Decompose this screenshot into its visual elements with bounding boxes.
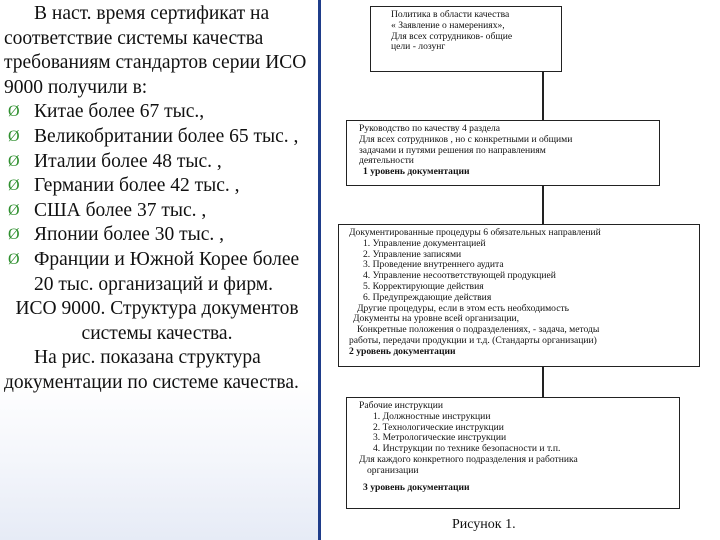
list-item: Ø Германии более 42 тыс. ,	[4, 174, 310, 199]
country-list	[4, 100, 310, 297]
level-label: 3 уровень документации	[363, 481, 470, 493]
arrow-bullet-icon: Ø	[8, 177, 20, 195]
box-line: цели - лозунг	[391, 41, 446, 53]
box-line: 4. Управление несоответствующей продукцией	[363, 270, 556, 282]
box-line: деятельности	[359, 155, 414, 167]
box-line: работы, передачи продукции и т.д. (Стандарты организации)	[349, 334, 597, 346]
box-line: 2. Технологические инструкции	[373, 421, 504, 433]
vertical-divider	[318, 0, 321, 540]
list-item: Ø Италии более 48 тыс. ,	[4, 150, 310, 175]
box-line: « Заявление о намерениях»,	[391, 19, 505, 31]
box-title: Рабочие инструкции	[359, 400, 444, 411]
box-line: 2. Управление записями	[363, 248, 462, 260]
list-item: Ø Франции и Южной Корее более 20 тыс. организаций и фирм.	[8, 248, 300, 295]
box-title: Документированные процедуры 6 обязательных направлений	[349, 227, 601, 238]
box-line: 4. Инструкции по технике безопасности и т.п.	[373, 443, 561, 455]
box-line: 6. Предупреждающие действия	[363, 291, 492, 303]
list-item: Ø США более 37 тыс. ,	[4, 199, 310, 224]
connector-line	[542, 367, 544, 397]
level-label: 2 уровень документации	[349, 345, 456, 357]
box-line: Политика в области качества	[391, 9, 510, 20]
box-line: Для каждого конкретного подразделения и работника	[359, 453, 578, 465]
box-line: 3. Проведение внутреннего аудита	[363, 259, 504, 271]
list-item: Ø Китае более 67 тыс.,	[4, 100, 310, 125]
procedures-box	[338, 224, 700, 367]
box-line: организации	[367, 464, 419, 476]
arrow-bullet-icon: Ø	[8, 201, 20, 219]
box-line: Документы на уровне всей организации,	[353, 313, 520, 325]
box-line: задачами и путями решения по направлениям	[359, 144, 546, 156]
box-line: 5. Корректирующие действия	[363, 280, 484, 292]
level-label: 1 уровень документации	[363, 166, 470, 178]
box-line: Для всех сотрудников- общие	[391, 30, 513, 42]
connector-line	[542, 186, 544, 224]
list-item: Ø Великобритании более 65 тыс. ,	[4, 125, 310, 150]
figure-caption: Рисунок 1.	[452, 517, 516, 532]
instructions-box	[346, 397, 680, 509]
box-line: 3. Метрологические инструкции	[373, 432, 507, 444]
box-line: Для всех сотрудников , но с конкретными и общими	[359, 133, 573, 145]
outro-paragraph: На рис. показана структура документации по системе качества.	[4, 347, 299, 393]
policy-box	[370, 6, 562, 72]
arrow-bullet-icon: Ø	[8, 250, 20, 268]
box-line: 1. Управление документацией	[363, 237, 486, 249]
intro-paragraph: В наст. время сертификат на соответствие системы качества требованиям стандартов серии ИСО 9000 получили в:	[4, 3, 307, 98]
box-line: Руководство по качеству 4 раздела	[359, 123, 501, 134]
box-line: Конкретные положения о подразделениях, - задача, методы	[357, 324, 600, 336]
left-text-block	[4, 2, 310, 396]
box-line: 1. Должностные инструкции	[373, 410, 491, 422]
connector-line	[542, 72, 544, 120]
list-item: Ø Японии более 30 тыс. ,	[4, 223, 310, 248]
section-heading: ИСО 9000. Структура документов системы качества.	[15, 298, 299, 344]
arrow-bullet-icon: Ø	[8, 152, 20, 170]
manual-box	[346, 120, 660, 186]
box-line: Другие процедуры, если в этом есть необходимость	[357, 302, 570, 314]
arrow-bullet-icon: Ø	[8, 103, 20, 121]
arrow-bullet-icon: Ø	[8, 226, 20, 244]
arrow-bullet-icon: Ø	[8, 127, 20, 145]
